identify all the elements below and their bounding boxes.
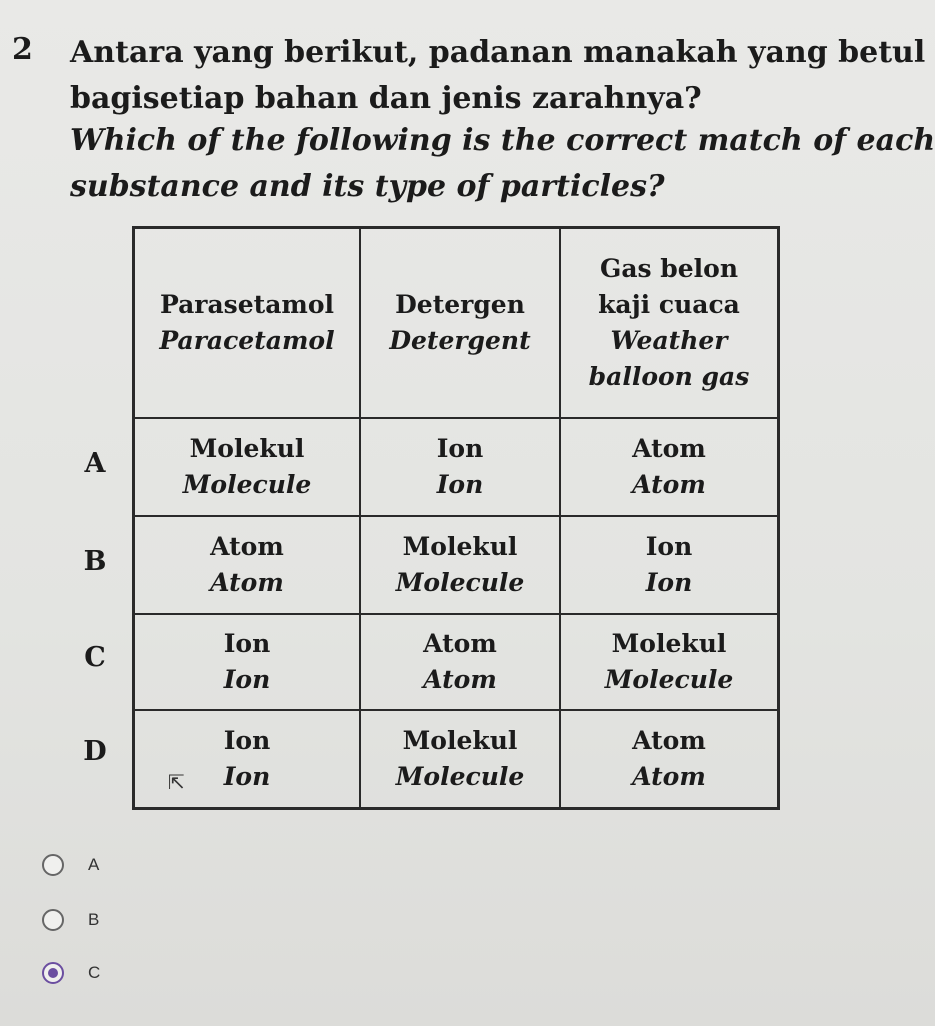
cell-malay: Ion — [223, 726, 271, 755]
cell-english: Ion — [436, 470, 484, 499]
cell-malay: Molekul — [402, 726, 518, 755]
table-cell — [561, 517, 777, 615]
table-cell — [361, 419, 561, 517]
question-malay-line-1: Antara yang berikut, padanan manakah yang betul — [70, 35, 926, 70]
header-label-english: Weather — [610, 326, 728, 355]
cell-malay: Ion — [436, 434, 484, 463]
cell-malay: Molekul — [189, 434, 305, 463]
row-label-c: C — [84, 642, 106, 673]
cell-malay: Molekul — [402, 532, 518, 561]
table-cell — [561, 711, 777, 807]
question-english-line-2: substance and its type of particles? — [70, 169, 665, 204]
radio-button-selected-icon[interactable] — [42, 962, 64, 984]
row-label-a: A — [84, 448, 106, 479]
table-cell — [135, 517, 361, 615]
header-cell-balloon-gas — [561, 229, 777, 419]
cell-malay: Molekul — [611, 629, 727, 658]
question-malay-line-2: bagisetiap bahan dan jenis zarahnya? — [70, 81, 702, 116]
cell-malay: Ion — [645, 532, 693, 561]
header-label-malay: Detergen — [395, 290, 525, 319]
cell-english: Molecule — [604, 665, 734, 694]
cell-english: Ion — [223, 665, 271, 694]
header-cell-paracetamol — [135, 229, 361, 419]
answer-option-label: A — [88, 855, 100, 874]
table-cell — [561, 419, 777, 517]
header-label-english: balloon gas — [588, 362, 750, 391]
cell-english: Atom — [210, 568, 284, 597]
radio-button-icon[interactable] — [42, 909, 64, 931]
cell-malay: Atom — [210, 532, 284, 561]
header-label-english: Detergent — [389, 326, 531, 355]
cell-english: Molecule — [395, 762, 525, 791]
question-text-malay — [70, 30, 926, 122]
table-cell — [561, 615, 777, 711]
cell-english: Molecule — [395, 568, 525, 597]
radio-button-icon[interactable] — [42, 854, 64, 876]
question-english-line-1: Which of the following is the correct match of each — [70, 123, 935, 158]
table-cell — [135, 615, 361, 711]
cell-english: Atom — [423, 665, 497, 694]
header-label-malay: kaji cuaca — [598, 290, 740, 319]
cell-english: Ion — [645, 568, 693, 597]
row-label-d: D — [83, 736, 107, 767]
cell-english: Ion — [223, 762, 271, 791]
table-cell — [135, 419, 361, 517]
answer-option-c[interactable] — [42, 962, 100, 984]
cell-english: Atom — [632, 470, 706, 499]
mouse-pointer-icon: ⇱ — [168, 770, 185, 794]
header-label-malay: Parasetamol — [159, 290, 335, 319]
table-cell — [361, 615, 561, 711]
header-label-english: Paracetamol — [159, 326, 335, 355]
header-label-malay: Gas belon — [599, 254, 739, 283]
cell-malay: Ion — [223, 629, 271, 658]
question-number: 2 — [12, 32, 33, 67]
question-text-english — [70, 118, 935, 210]
answer-option-b[interactable] — [42, 909, 99, 931]
cell-malay: Atom — [632, 434, 706, 463]
table-cell — [361, 517, 561, 615]
cell-malay: Atom — [423, 629, 497, 658]
answer-option-a[interactable] — [42, 854, 99, 876]
cell-english: Atom — [632, 762, 706, 791]
table-cell — [361, 711, 561, 807]
answer-option-label: B — [88, 910, 100, 929]
substance-particle-table — [132, 226, 780, 810]
row-label-b: B — [83, 546, 107, 577]
cell-english: Molecule — [182, 470, 312, 499]
answer-option-label: C — [88, 963, 101, 982]
cell-malay: Atom — [632, 726, 706, 755]
header-cell-detergent — [361, 229, 561, 419]
